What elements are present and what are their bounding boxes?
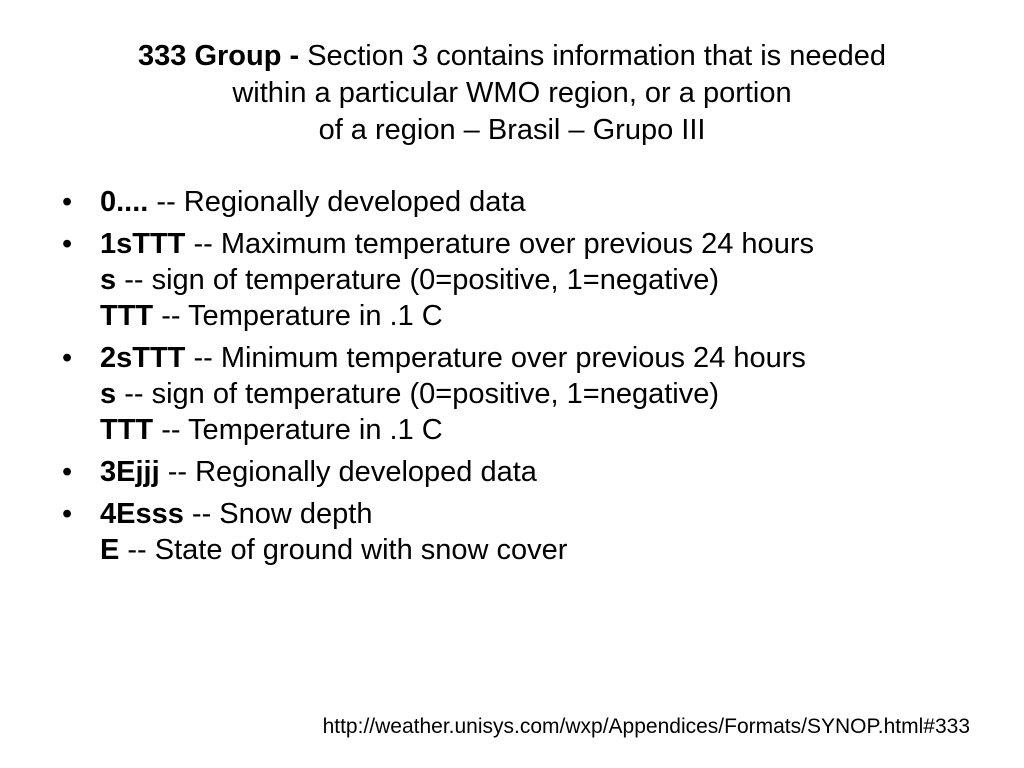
code-term: 3Ejjj (100, 456, 160, 488)
source-url-text: http://weather.unisys.com/wxp/Appendices/Formats/SYNOP.html#333 (322, 715, 970, 738)
code-term: TTT (100, 414, 154, 446)
code-term: E (100, 534, 120, 566)
code-description: -- sign of temperature (0=positive, 1=negative) (116, 264, 720, 296)
bullet-item-1 (60, 226, 980, 334)
title-line-2: within a particular WMO region, or a portion (232, 77, 792, 109)
bullet-line (100, 496, 980, 532)
code-description: -- Regionally developed data (159, 456, 537, 488)
bullet-item-0 (60, 184, 980, 220)
bullet-dot-icon: • (62, 228, 73, 260)
code-term: s (100, 378, 117, 410)
code-description: -- Regionally developed data (148, 186, 526, 218)
bullet-list (60, 184, 980, 574)
bullet-subline (100, 298, 980, 334)
bullet-line (100, 184, 980, 220)
code-description: -- Temperature in .1 C (153, 300, 443, 332)
bullet-dot-icon: • (62, 342, 73, 374)
bullet-item-2 (60, 340, 980, 448)
code-term: TTT (100, 300, 154, 332)
bullet-subline (100, 532, 980, 568)
bullet-dot-icon: • (62, 456, 73, 488)
bullet-item-3 (60, 454, 980, 490)
code-term: 0.... (100, 186, 149, 218)
code-description: -- Temperature in .1 C (153, 414, 443, 446)
title-group-label: 333 Group - (138, 40, 308, 72)
code-term: 1sTTT (100, 228, 186, 260)
bullet-subline (100, 412, 980, 448)
bullet-line (100, 226, 980, 262)
bullet-item-4 (60, 496, 980, 568)
bullet-subline (100, 376, 980, 412)
code-description: -- Maximum temperature over previous 24 hours (185, 228, 814, 260)
code-term: s (100, 264, 117, 296)
code-description: -- State of ground with snow cover (119, 534, 568, 566)
code-description: -- sign of temperature (0=positive, 1=negative) (116, 378, 720, 410)
bullet-subline (100, 262, 980, 298)
code-term: 4Esss (100, 498, 184, 530)
bullet-dot-icon: • (62, 498, 73, 530)
code-description: -- Snow depth (183, 498, 373, 530)
bullet-line (100, 454, 980, 490)
title-line-3: of a region – Brasil – Grupo III (318, 114, 706, 146)
code-term: 2sTTT (100, 342, 186, 374)
bullet-line (100, 340, 980, 376)
title-line-1: Section 3 contains information that is needed (307, 40, 886, 72)
code-description: -- Minimum temperature over previous 24 hours (185, 342, 806, 374)
bullet-dot-icon: • (62, 186, 73, 218)
slide-title (40, 38, 984, 149)
